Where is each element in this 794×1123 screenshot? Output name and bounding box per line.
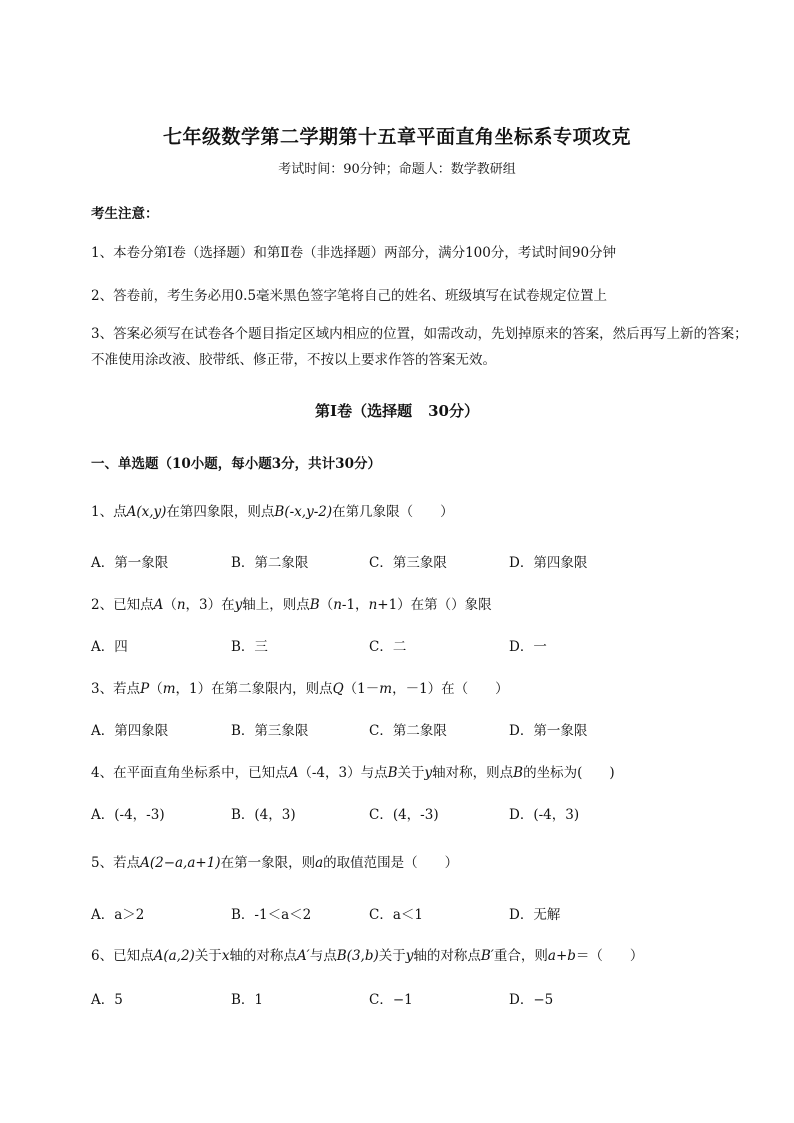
question-text: 重合，则 xyxy=(493,948,548,964)
option-d: D．无解 xyxy=(509,907,561,923)
math-term: B(3,b) xyxy=(336,948,379,964)
part-heading: 一、单选题（10小题，每小题3分，共计30分） xyxy=(91,456,381,472)
math-term: a+b xyxy=(547,948,576,964)
question-4-number: 4、在平面直角坐标系中，已知点 xyxy=(91,765,289,781)
question-text: ，3）在 xyxy=(185,597,235,613)
math-term: P xyxy=(140,681,150,697)
note-item-2: 2、答卷前，考生务必用0.5毫米黑色签字笔将自己的姓名、班级填写在试卷规定位置上 xyxy=(91,288,608,304)
option-c: C．(4，-3) xyxy=(369,807,439,823)
math-term: x xyxy=(221,948,230,964)
option-a: A．第一象限 xyxy=(91,555,169,571)
math-term: y xyxy=(234,597,243,613)
math-term: n xyxy=(333,597,342,613)
question-text: 在第四象限，则点 xyxy=(166,504,275,520)
question-2-number: 2、已知点 xyxy=(91,597,154,613)
question-text: 在第一象限，则 xyxy=(220,855,316,871)
question-text: ，－1）在（ ） xyxy=(392,681,509,697)
math-term: a xyxy=(315,855,324,871)
option-d: D．(-4，3) xyxy=(509,807,580,823)
question-text: 轴的对称点 xyxy=(413,948,481,964)
question-text: （ xyxy=(319,597,334,613)
question-text: 轴的对称点 xyxy=(229,948,297,964)
question-text: 轴上，则点 xyxy=(242,597,310,613)
math-term: n xyxy=(176,597,186,613)
math-term: A(a,2) xyxy=(153,948,195,964)
math-term: A(x,y) xyxy=(126,504,167,520)
question-text: 与点 xyxy=(309,948,337,964)
notes-heading: 考生注意： xyxy=(91,206,159,222)
question-text: ，1）在第二象限内，则点 xyxy=(175,681,333,697)
option-c: C．二 xyxy=(369,639,407,655)
question-3-options xyxy=(91,719,711,739)
note-item-1: 1、本卷分第Ⅰ卷（选择题）和第Ⅱ卷（非选择题）两部分，满分100分，考试时间90分钟 xyxy=(91,245,617,261)
option-d: D．−5 xyxy=(509,992,554,1008)
option-d: D．第一象限 xyxy=(509,723,588,739)
math-term: A′ xyxy=(296,948,310,964)
question-text: 的取值范围是（ ） xyxy=(323,855,459,871)
question-text: -1， xyxy=(341,597,369,613)
question-text: +1）在第（）象限 xyxy=(377,597,492,613)
question-5 xyxy=(91,851,458,871)
option-b: B．三 xyxy=(231,639,268,655)
question-text: （1－ xyxy=(343,681,380,697)
option-c: C．a＜1 xyxy=(369,907,423,923)
question-text: 关于 xyxy=(397,765,425,781)
question-text: 在第几象限（ ） xyxy=(332,504,454,520)
math-term: n xyxy=(368,597,378,613)
question-text: ＝（ ） xyxy=(575,948,644,964)
math-term: B xyxy=(309,597,320,613)
page-subtitle: 考试时间：90分钟；命题人：数学教研组 xyxy=(278,162,516,177)
math-term: B(-x,y-2) xyxy=(274,504,333,520)
question-6-options xyxy=(91,988,711,1008)
math-term: m xyxy=(379,681,393,697)
option-b: B．1 xyxy=(231,992,264,1008)
option-a: A．(-4，-3) xyxy=(91,807,165,823)
question-text: 轴对称，则点 xyxy=(432,765,514,781)
option-a: A．a＞2 xyxy=(91,907,145,923)
option-a: A．5 xyxy=(91,992,123,1008)
question-1-options xyxy=(91,551,711,571)
option-d: D．一 xyxy=(509,639,547,655)
option-b: B．-1＜a＜2 xyxy=(231,907,312,923)
question-4-options xyxy=(91,803,711,823)
question-text: （ xyxy=(163,597,177,613)
option-a: A．四 xyxy=(91,639,128,655)
question-text: （ xyxy=(149,681,163,697)
option-c: C．第三象限 xyxy=(369,555,447,571)
option-b: B．(4，3) xyxy=(231,807,296,823)
option-c: C．−1 xyxy=(369,992,413,1008)
section-title-right: 30分） xyxy=(428,402,479,420)
question-5-number: 5、若点 xyxy=(91,855,141,871)
option-b: B．第三象限 xyxy=(231,723,309,739)
question-text: 关于 xyxy=(378,948,406,964)
question-3 xyxy=(91,677,509,697)
math-term: A xyxy=(153,597,164,613)
page-title: 七年级数学第二学期第十五章平面直角坐标系专项攻克 xyxy=(162,126,631,148)
question-4 xyxy=(91,761,615,781)
note-item-3: 3、答案必须写在试卷各个题目指定区域内相应的位置，如需改动，先划掉原来的答案，然后再写上新的答案；不准使用涂改液、胶带纸、修正带，不按以上要求作答的答案无效。 xyxy=(91,326,748,368)
question-3-number: 3、若点 xyxy=(91,681,141,697)
math-term: Q xyxy=(332,681,344,697)
section-title xyxy=(0,400,794,421)
option-d: D．第四象限 xyxy=(509,555,588,571)
question-2-options xyxy=(91,635,711,655)
option-b: B．第二象限 xyxy=(231,555,309,571)
option-a: A．第四象限 xyxy=(91,723,169,739)
question-text: （-4，3）与点 xyxy=(298,765,388,781)
question-text: 关于 xyxy=(194,948,222,964)
option-c: C．第二象限 xyxy=(369,723,447,739)
question-2 xyxy=(91,593,492,613)
question-1-number: 1、点 xyxy=(91,504,127,520)
question-5-options xyxy=(91,903,711,923)
question-text: 的坐标为( ) xyxy=(523,765,615,781)
math-term: y xyxy=(424,765,433,781)
math-term: A(2−a,a+1) xyxy=(140,855,221,871)
math-term: B xyxy=(387,765,398,781)
question-6-number: 6、已知点 xyxy=(91,948,154,964)
math-term: y xyxy=(405,948,414,964)
math-term: m xyxy=(162,681,176,697)
question-6 xyxy=(91,944,643,964)
math-term: A xyxy=(288,765,299,781)
math-term: B xyxy=(513,765,524,781)
question-1 xyxy=(91,500,454,520)
math-term: B′ xyxy=(480,948,494,964)
section-title-left: 第Ⅰ卷（选择题 xyxy=(315,402,413,420)
